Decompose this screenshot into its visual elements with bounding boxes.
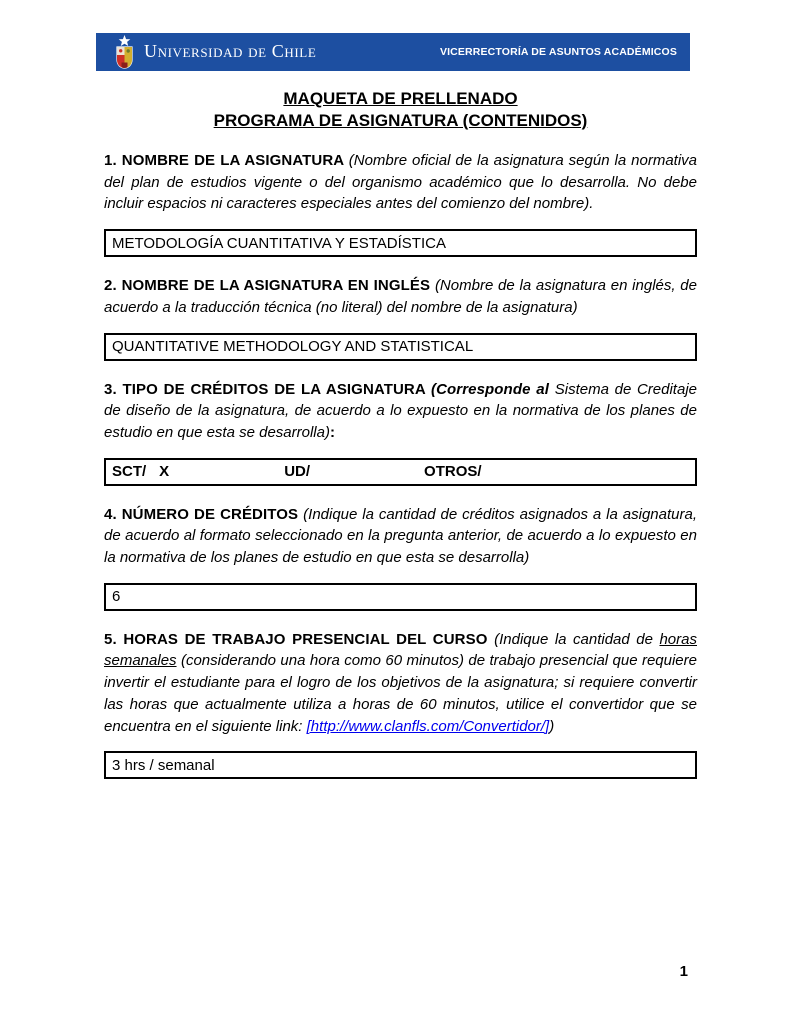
sct-label: SCT/ <box>112 463 147 481</box>
sct-value: X <box>159 463 170 481</box>
section-1-heading: 1. NOMBRE DE LA ASIGNATURA <box>104 152 349 169</box>
section-5-description-part2: (considerando una hora como 60 minutos) de trabajo presencial que requiere invertir el estudiante para el logro de los objetivos de la asignatura; si requiere convertir las horas que actualmente utiliza a horas de 60 minutos, utilice el convertidor que se encuentra en el siguiente link: <box>104 652 697 735</box>
section-3-paragraph <box>104 379 697 444</box>
page-number: 1 <box>679 963 688 980</box>
section-3-description-colon: : <box>329 423 336 441</box>
section-3-description-lead: (Corresponde al <box>430 380 555 398</box>
document-title-line2: PROGRAMA DE ASIGNATURA (CONTENIDOS) <box>213 111 588 130</box>
document-title-line1: MAQUETA DE PRELLENADO <box>283 89 518 108</box>
section-2-paragraph <box>104 275 697 318</box>
ud-label: UD/ <box>284 463 311 481</box>
section-2-description: (Nombre de la asignatura en inglés, de acuerdo a la traducción técnica (no literal) del nombre de la asignatura) <box>104 277 697 316</box>
section-4-heading: 4. NÚMERO DE CRÉDITOS <box>104 505 304 523</box>
section-5-paragraph <box>104 629 697 738</box>
section-4-paragraph <box>104 504 697 569</box>
otros-label: OTROS/ <box>424 463 482 481</box>
document-title <box>104 88 697 132</box>
credit-number-value: 6 <box>112 588 121 606</box>
header-bar <box>96 33 690 71</box>
university-name: Universidad de Chile <box>144 41 317 61</box>
course-name-value: METODOLOGÍA CUANTITATIVA Y ESTADÍSTICA <box>112 234 446 252</box>
section-5-description-part1: (Indique la cantidad de <box>494 630 660 648</box>
credit-number-field[interactable] <box>104 583 697 611</box>
section-2-heading: 2. NOMBRE DE LA ASIGNATURA EN INGLÉS <box>104 277 435 295</box>
credit-type-field[interactable] <box>104 458 697 486</box>
document-content <box>104 88 697 779</box>
section-1-paragraph <box>104 150 697 215</box>
convertidor-link[interactable]: [http://www.clanfls.com/Convertidor/] <box>306 717 550 735</box>
section-5-heading: 5. HORAS DE TRABAJO PRESENCIAL DEL CURSO <box>104 630 495 648</box>
section-5-description-part3: ) <box>549 717 555 735</box>
section-3-description-rest: Sistema de Creditaje de diseño de la asignatura, de acuerdo a lo expuesto en la normativa de los planes de estudio en que esta se desarrolla) <box>104 380 697 441</box>
department-title: VICERRECTORÍA DE ASUNTOS ACADÉMICOS <box>439 46 677 58</box>
course-name-english-field[interactable] <box>104 333 697 361</box>
weekly-hours-value: 3 hrs / semanal <box>112 756 215 774</box>
weekly-hours-field[interactable] <box>104 751 697 779</box>
course-name-english-value: QUANTITATIVE METHODOLOGY AND STATISTICAL <box>112 338 474 356</box>
university-crest-icon <box>113 35 136 69</box>
section-5-underlined-phrase: horas semanales <box>104 630 697 670</box>
section-3-heading: 3. TIPO DE CRÉDITOS DE LA ASIGNATURA <box>104 380 431 398</box>
section-1-description: (Nombre oficial de la asignatura según la normativa del plan de estudios vigente o del organismo académico que lo desarrolla. No debe incluir espacios ni caracteres especiales antes del comienzo del nombre). <box>104 152 697 213</box>
section-4-description: (Indique la cantidad de créditos asignados a la asignatura, de acuerdo al formato seleccionado en la pregunta anterior, de acuerdo a lo expuesto en la normativa de los planes de estudio en que esta se desarrolla) <box>104 505 697 567</box>
course-name-field[interactable] <box>104 229 697 257</box>
